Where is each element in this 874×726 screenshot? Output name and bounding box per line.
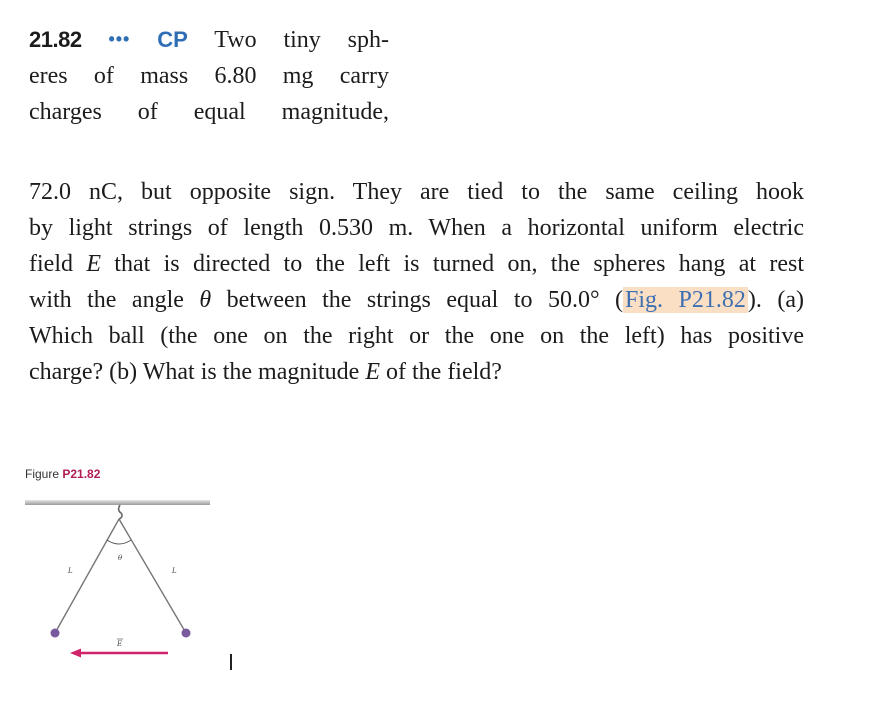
right-string-label: L	[172, 567, 177, 575]
body-line-1: 72.0 nC, but opposite sign. They are tied to the same ceiling hook	[29, 179, 804, 205]
body-line-2: by light strings of length 0.530 m. When a horizontal uniform electric	[29, 215, 804, 241]
figure-caption-number: P21.82	[62, 467, 101, 481]
body-text-4b: between the strings equal to 50.0°	[211, 287, 600, 313]
theta-symbol: θ	[199, 287, 212, 313]
problem-number: 21.82	[29, 27, 82, 52]
body-text-4c: ). (a)	[747, 287, 804, 313]
figure-caption	[25, 467, 100, 481]
problem-body	[29, 174, 804, 390]
difficulty-dots: •••	[108, 29, 131, 49]
field-symbol: E	[86, 251, 101, 277]
body-text-6a: charge? (b) What is the magnitude	[29, 359, 366, 385]
problem-header	[29, 21, 389, 130]
field-label: E	[117, 640, 123, 648]
body-line-4: with the angle θ between the strings equal to 50.0° (Fig. P21.82). (a)	[29, 287, 804, 313]
figure-link[interactable]: Fig. P21.82	[625, 287, 746, 313]
problem-head-line-1	[29, 21, 389, 58]
head-text-2: eres of mass 6.80 mg carry	[29, 63, 389, 89]
left-string-label: L	[68, 567, 73, 575]
ceiling-hook	[119, 505, 122, 519]
right-sphere	[182, 629, 191, 638]
body-text-6b: of the field?	[380, 359, 502, 385]
figure-p21-82	[20, 490, 230, 670]
body-text-4a: with the angle	[29, 287, 200, 313]
left-sphere	[51, 629, 60, 638]
body-text-3b: that is directed to the left is turned on, the spheres hang at rest	[100, 251, 804, 277]
ceiling-bar	[25, 500, 210, 505]
figure-caption-prefix: Figure	[25, 467, 63, 481]
body-line-3	[29, 246, 804, 282]
text-cursor	[230, 654, 232, 670]
problem-tag: CP	[157, 27, 188, 52]
right-string	[119, 519, 186, 633]
field-arrowhead	[70, 649, 81, 658]
body-text-3a: field	[29, 251, 87, 277]
body-line-6	[29, 354, 804, 390]
head-text-3: charges of equal magnitude,	[29, 99, 389, 125]
body-line-5: Which ball (the one on the right or the one on the left) has positive	[29, 323, 804, 349]
head-text-1: Two tiny sph-	[214, 27, 390, 53]
left-string	[55, 519, 119, 633]
angle-label: θ	[118, 554, 123, 562]
field-symbol-2: E	[365, 359, 380, 385]
angle-arc	[107, 540, 131, 544]
